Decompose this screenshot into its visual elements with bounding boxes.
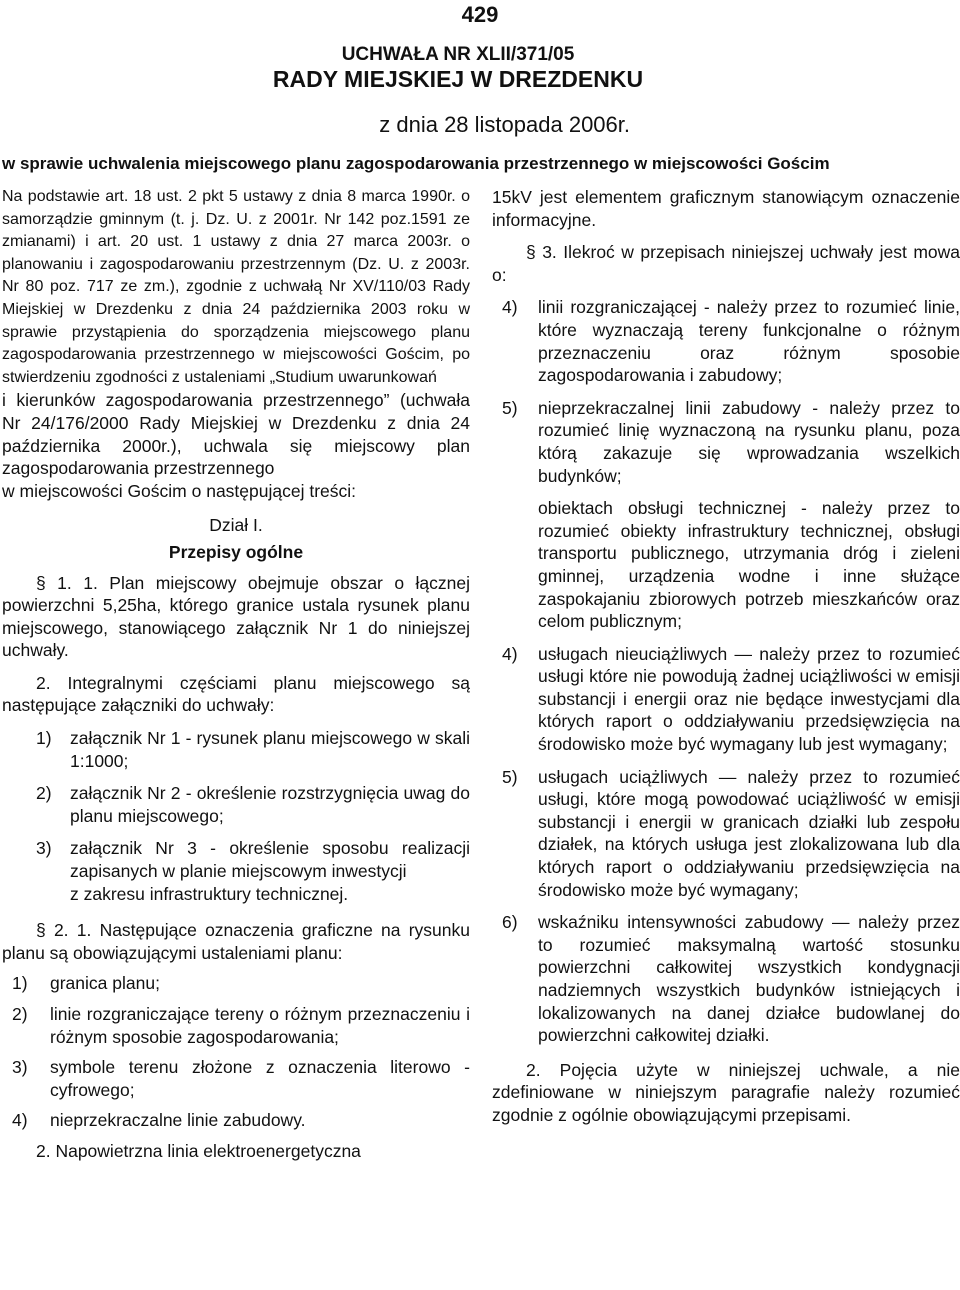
section-3-point-2: 2. Pojęcia użyte w niniejszej uchwale, a nie zdefiniowane w niniejszym paragrafie należy rozumieć zgodnie z ogólnie obowiązującymi przepisami.	[492, 1059, 960, 1125]
attachment-text: załącznik Nr 2 - określenie rozstrzygnięcia uwag do planu miejscowego;	[70, 783, 470, 826]
attachment-item	[2, 782, 470, 827]
marking-text: granica planu;	[50, 973, 160, 994]
preamble-continuation: ), zgodnie z uchwałą Nr XV/110/03 Rady Miejskiej w Drezdenku z dnia 24 października 2003 roku w sprawie przystąpienia do sporządzenia miejscowego planu zagospodarowania przestrzennego w miejscowości Gościm, po stwierdzeniu zgodności z ustaleniami „Studium uwarunkowań	[2, 278, 471, 386]
marking-number: 3)	[12, 1057, 28, 1078]
definition-item	[492, 643, 960, 756]
definition-text: usługach uciążliwych — należy przez to rozumieć usługi, które mogą powodować uciążliwość w emisji substancji i energii w granicach działki lub zespołu działek, na których usługa jest zlokalizowana lub dla których raport o oddziaływaniu przedsięwzięcia na środowisko może być wymagany;	[538, 766, 960, 900]
page-number: 429	[461, 2, 499, 27]
marking-item	[2, 972, 470, 995]
attachment-text-continuation: z zakresu infrastruktury technicznej.	[70, 883, 349, 904]
definition-item	[492, 497, 960, 633]
marking-number: 2)	[12, 1004, 28, 1024]
act-number: UCHWAŁA NR XLII/371/05	[341, 44, 575, 65]
section-1: § 1. 1. Plan miejscowy obejmuje obszar o łącznej powierzchni 5,25ha, którego granice ustala rysunek planu miejscowego, stanowiącego załącznik Nr 1 do niniejszej uchwały.	[2, 572, 470, 661]
definition-number: 4)	[502, 643, 518, 664]
marking-number: 4)	[12, 1110, 28, 1131]
marking-item	[2, 1003, 470, 1048]
left-column	[2, 186, 470, 1163]
marking-number: 1)	[12, 973, 28, 994]
marking-item	[2, 1109, 470, 1132]
marking-text: linie rozgraniczające tereny o różnym przeznaczeniu i różnym sposobie zagospodarowania;	[50, 1004, 470, 1047]
definition-text: obiektach obsługi technicznej - należy przez to rozumieć obiekty infrastruktury technicznej, obsługi transportu publicznego, utrzymania dróg i zieleni gminnej, urządzenia wodne i inne służące zaspokajaniu zbiorowych potrzeb mieszkańców oraz celom publicznym;	[538, 498, 960, 632]
attachment-item	[2, 837, 470, 905]
definition-item	[492, 397, 960, 487]
attachment-number: 3)	[36, 838, 52, 859]
attachment-number: 1)	[36, 728, 52, 749]
marking-text: nieprzekraczalne linie zabudowy.	[50, 1110, 306, 1131]
division-heading: Dział I.	[209, 515, 263, 536]
preamble	[2, 186, 470, 389]
definition-item	[492, 296, 960, 386]
council-name: RADY MIEJSKIEJ W DREZDENKU	[272, 66, 644, 92]
section-2-point-2: 2. Napowietrzna linia elektroenergetyczna	[36, 1140, 361, 1161]
definition-text: usługach nieuciążliwych — należy przez to rozumieć usługi które nie powodują żadnej uciążliwości w emisji substancji i energii oraz nie będące inwestycjami dla których raport o oddziaływaniu przedsięwzięcia na środowisko może być wymagany lub jest wymagany;	[538, 643, 960, 755]
section-2: § 2. 1. Następujące oznaczenia graficzne na rysunku planu są obowiązującymi ustaleniami planu:	[2, 920, 470, 963]
definition-number: 6)	[502, 912, 518, 933]
section-1-point-2: 2. Integralnymi częściami planu miejscowego są następujące załączniki do uchwały:	[2, 672, 470, 716]
definition-text: linii rozgraniczającej - należy przez to rozumieć linie, które wyznaczają tereny funkcjonalne o różnym przeznaczeniu oraz różnym sposobie zagospodarowania i zabudowy;	[538, 297, 960, 386]
attachment-item	[2, 727, 470, 772]
marking-item	[2, 1056, 470, 1101]
definition-number: 5)	[502, 766, 518, 787]
preamble-text: Na podstawie art. 18 ust. 2 pkt 5 ustawy z dnia 8 marca 1990r. o samorządzie gminnym (t. j. Dz. U. z 2001r. Nr 142 poz.1591 ze zmianami) i art. 20 ust. 1 ustawy z dnia 27 marca 2003r. o planowaniu i zagospodarowaniu przestrzennym (Dz. U. z 2003r. Nr 80 poz. 717 ze zm.	[2, 188, 470, 296]
preamble-continuation-2: i kierunków zagospodarowania przestrzennego” (uchwała Nr 24/176/2000 Rady Miejskiej w Drezdenku z dnia 24 października 2000r.), uchwala się miejscowy plan zagospodarowania przestrzennego	[2, 390, 470, 479]
division-title: Przepisy ogólne	[168, 541, 304, 562]
definition-number: 5)	[502, 397, 518, 418]
preamble-end: w miejscowości Gościm o następującej treści:	[2, 480, 357, 501]
definition-text: nieprzekraczalnej linii zabudowy - należy przez to rozumieć linię wyznaczoną na rysunku planu, poza którą zakazuje się wprowadzania wszelkich budynków;	[538, 397, 960, 486]
attachment-text: załącznik Nr 3 - określenie sposobu realizacji zapisanych w planie miejscowym inwestycji	[70, 838, 470, 882]
definition-item	[492, 766, 960, 902]
marking-text: symbole terenu złożone z oznaczenia literowo - cyfrowego;	[50, 1057, 470, 1100]
section-3: § 3. Ilekroć w przepisach niniejszej uchwały jest mowa o:	[492, 242, 960, 285]
attachment-text: załącznik Nr 1 - rysunek planu miejscowego w skali 1:1000;	[70, 728, 470, 771]
definition-number: 4)	[502, 297, 518, 318]
right-column	[492, 186, 960, 1127]
attachment-number: 2)	[36, 783, 52, 804]
definition-text: wskaźniku intensywności zabudowy — należy przez to rozumieć maksymalną wartość stosunku powierzchni całkowitej wszystkich kondygnacji nadziemnych wszystkich budynków istniejących i lokalizowanych na danej działce budowlanej do powierzchni całkowitej działki.	[538, 912, 960, 1046]
act-subject: w sprawie uchwalenia miejscowego planu zagospodarowania przestrzennego w miejscowości Gościm	[2, 154, 830, 173]
section-2-point-2-continuation: 15kV jest elementem graficznym stanowiącym oznaczenie informacyjne.	[492, 187, 960, 230]
definition-item	[492, 911, 960, 1047]
act-date: z dnia 28 listopada 2006r.	[379, 112, 630, 137]
